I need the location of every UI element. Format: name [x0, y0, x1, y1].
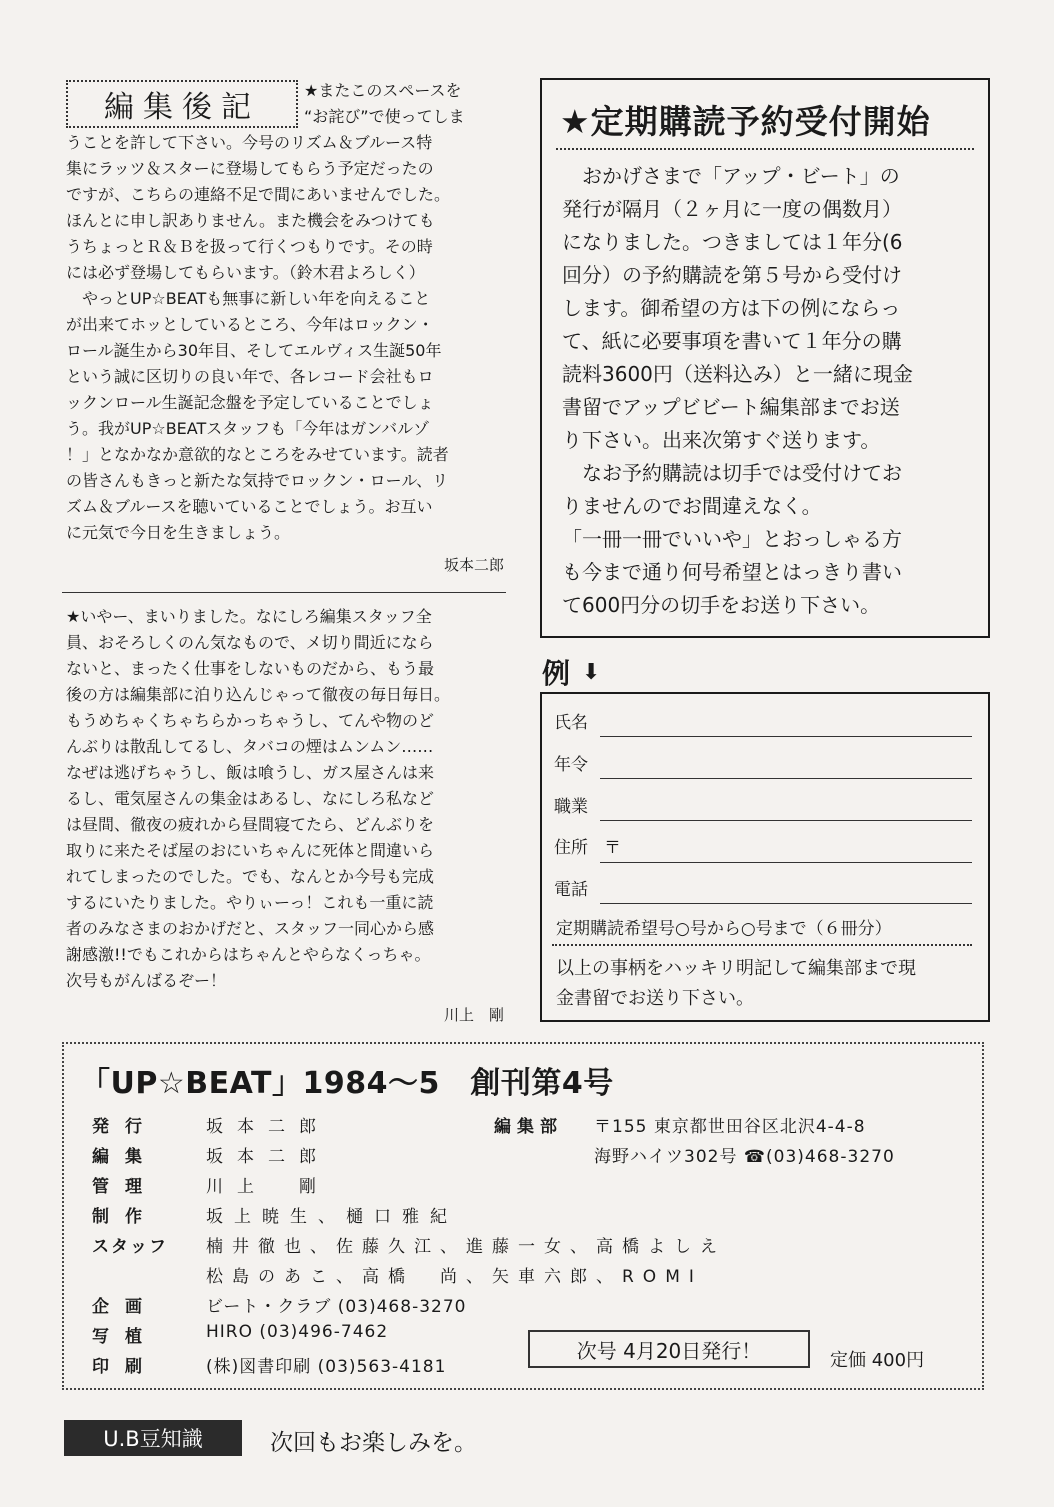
trivia-badge: U.B豆知識: [64, 1420, 242, 1456]
form-field-address-line: [600, 862, 972, 863]
colophon-value-publisher: 坂本二郎: [206, 1117, 330, 1137]
down-arrow-icon: ⬇: [582, 660, 601, 685]
postscript-signature-1: 坂本二郎: [443, 556, 504, 574]
form-field-occupation-line: [600, 820, 972, 821]
postscript-body-2: ★いやー、まいりました。なにしろ編集スタッフ全 員、おそろしくのん気なもので、メ切り間近になら ないと、まったく仕事をしないものだから、もう最 後の方は編集部に泊り込んじゃって徹夜の毎日毎日。 もうめちゃくちゃちらかっちゃうし、てんや物のど んぶりは散乱してるし、タバコの煙はムンムン…… なぜは逃げちゃうし、飯は喰うし、ガス屋さんは来 るし、電気屋さんの集金はあるし、なにしろ私など は昼間、徹夜の疲れから昼間寝てたら、どんぶりを 取りに来たそば屋のおにいちゃんに死体と間違いら れてしまったのでした。でも、なんとか今号も完成 するにいたりました。やりぃーっ！これも一重に読 者のみなさまのおかげだと、スタッフ一同心から感 謝感激!!でもこれからはちゃんとやらなくっちゃ。 次号もがんばるぞー！: [66, 607, 451, 990]
colophon-label-office: 編集部: [494, 1117, 563, 1137]
price-label: 定価 400円: [830, 1350, 925, 1371]
form-field-phone-line: [600, 903, 972, 904]
form-field-address-label: 住所: [554, 838, 588, 858]
colophon-label-publisher: 発行: [92, 1117, 158, 1137]
next-issue-notice: 次号 4月20日発行！: [528, 1330, 810, 1368]
form-subscription-line: 定期購読希望号○号から○号まで（６冊分）: [556, 919, 892, 939]
postscript-divider: [62, 592, 506, 593]
form-field-phone-label: 電話: [554, 880, 588, 900]
form-field-age-label: 年令: [554, 755, 588, 775]
colophon-label-manager: 管理: [92, 1177, 158, 1197]
colophon-value-planning: ビート・クラブ (03)468-3270: [206, 1297, 467, 1317]
subscription-title: ★定期購読予約受付開始: [560, 102, 931, 141]
colophon-label-typesetting: 写植: [92, 1327, 158, 1347]
form-field-name-label: 氏名: [554, 713, 588, 733]
colophon-office-address-1: 〒155 東京都世田谷区北沢4-4-8: [594, 1117, 866, 1137]
colophon-label-planning: 企画: [92, 1297, 158, 1317]
colophon-label-printing: 印刷: [92, 1357, 158, 1377]
postscript-intro-lines: ★またこのスペースを “お詫び”で使ってしま: [304, 81, 465, 126]
trivia-text: 次回もお楽しみを。: [270, 1430, 477, 1456]
form-dotted-divider: [552, 944, 972, 946]
colophon-value-staff: 楠井徹也、佐藤久江、進藤一女、高橋よしえ 松島のあこ、高橋 尚、矢車六郎、ROMI: [206, 1237, 726, 1287]
colophon-value-typesetting: HIRO (03)496-7462: [206, 1322, 389, 1342]
colophon-label-editor: 編集: [92, 1147, 158, 1167]
postscript-body-1: うことを許して下さい。今号のリズム＆ブルース特 集にラッツ＆スターに登場してもらう予定だったの ですが、こちらの連絡不足で間にあいませんでした。 ほんとに申し訳ありません。また機会をみつけても うちょっとＲ＆Ｂを扱って行くつもりです。その時 には必ず登場してもらいます。（鈴木君よろしく） やっとUP☆BEATも無事に新しい年を向えること が出来てホッとしているところ、今年はロックン・ ロール誕生から30年目、そしてエルヴィス生誕50年 という誠に区切りの良い年で、各レコード会社もロ ックンロール生誕記念盤を予定していることでしょ う。我がUP☆BEATスタッフも「今年はガンバルゾ ！」となかなか意欲的なところをみせています。読者 の皆さんもきっと新たな気持でロックン・ロール、リ ズム＆ブルースを聴いていることでしょう。お互い に元気で今日を生きましょう。: [66, 133, 451, 542]
form-field-age-line: [600, 778, 972, 779]
postscript-signature-2: 川上 剛: [443, 1006, 504, 1024]
postscript-heading: 編集後記: [66, 80, 298, 128]
subscription-divider: [556, 148, 974, 150]
colophon-value-production: 坂上暁生、樋口雅紀: [206, 1207, 458, 1227]
colophon-office-address-2: 海野ハイツ302号 ☎(03)468-3270: [594, 1147, 895, 1167]
example-label: 例: [542, 657, 571, 690]
form-field-address-postal-mark: 〒: [604, 838, 621, 858]
subscription-body: おかげさまで「アップ・ビート」の 発行が隔月（２ヶ月に一度の偶数月） になりました。つきましては１年分(6 回分）の予約購読を第５号から受付け します。御希望の方は下の例にならっ て、紙に必要事項を書いて１年分の購 読料3600円（送料込み）と一緒に現金 書留でアップビビート編集部までお送 り下さい。出来次第すぐ送ります。 なお予約購読は切手では受付けてお りませんのでお間違えなく。 「一冊一冊でいいや」とおっしゃる方 も今まで通り何号希望とはっきり書い て600円分の切手をお送り下さい。: [562, 164, 913, 617]
form-field-occupation-label: 職業: [554, 797, 588, 817]
magazine-title: 「UP☆BEAT」1984〜5 創刊第4号: [80, 1066, 614, 1101]
form-field-name-line: [600, 736, 972, 737]
colophon-label-production: 制作: [92, 1207, 158, 1227]
colophon-value-editor: 坂本二郎: [206, 1147, 330, 1167]
form-note: 以上の事柄をハッキリ明記して編集部まで現 金書留でお送り下さい。: [556, 958, 916, 1009]
colophon-label-staff: スタッフ: [92, 1237, 168, 1257]
colophon-value-manager: 川上 剛: [206, 1177, 330, 1197]
colophon-value-printing: (株)図書印刷 (03)563-4181: [206, 1357, 447, 1377]
